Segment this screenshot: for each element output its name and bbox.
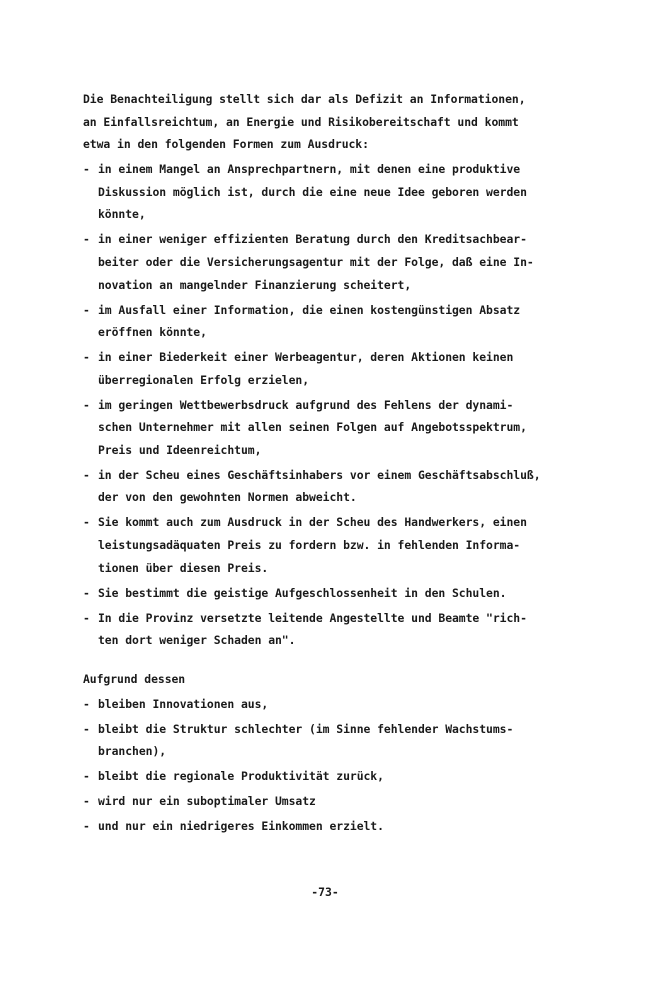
consequence-heading: Aufgrund dessen xyxy=(83,671,186,686)
bullet-item xyxy=(83,607,563,652)
bullet-item xyxy=(83,582,563,605)
bullet-item xyxy=(83,228,563,296)
bullet-line: in einem Mangel an Ansprechpartnern, mit denen eine produktive xyxy=(98,162,521,177)
bullet-line: bleiben Innovationen aus, xyxy=(98,696,269,711)
bullet-dash: - xyxy=(83,819,90,834)
bullet-line: Preis und Ideenreichtum, xyxy=(98,442,262,457)
bullet-dash: - xyxy=(83,350,90,365)
bullet-dash: - xyxy=(83,467,90,482)
bullet-dash: - xyxy=(83,397,90,412)
intro-line: etwa in den folgenden Formen zum Ausdruck: xyxy=(83,137,369,152)
bullet-line: bleibt die regionale Produktivität zurück, xyxy=(98,769,384,784)
bullet-dash: - xyxy=(83,585,90,600)
bullet-dash: - xyxy=(83,696,90,711)
bullet-item xyxy=(83,511,563,579)
bullet-line: in einer Biederkeit einer Werbeagentur, deren Aktionen keinen xyxy=(98,350,514,365)
bullet-dash: - xyxy=(83,515,90,530)
bullet-line: tionen über diesen Preis. xyxy=(98,560,269,575)
bullet-dash: - xyxy=(83,721,90,736)
bullet-line: der von den gewohnten Normen abweicht. xyxy=(98,490,357,505)
bullet-line: Sie bestimmt die geistige Aufgeschlossenheit in den Schulen. xyxy=(98,585,507,600)
main-text xyxy=(83,88,563,838)
bullet-line: In die Provinz versetzte leitende Angestellte und Beamte "rich- xyxy=(98,610,527,625)
bullet-line: in einer weniger effizienten Beratung durch den Kreditsachbear- xyxy=(98,232,527,247)
bullet-line: beiter oder die Versicherungsagentur mit der Folge, daß eine In- xyxy=(98,254,534,269)
bullet-line: bleibt die Struktur schlechter (im Sinne fehlender Wachstums- xyxy=(98,721,514,736)
bullet-line: eröffnen könnte, xyxy=(98,325,207,340)
bullet-line: in der Scheu eines Geschäftsinhabers vor einem Geschäftsabschluß, xyxy=(98,467,541,482)
bullet-dash: - xyxy=(83,302,90,317)
bullet-line: könnte, xyxy=(98,207,146,222)
bullet-item xyxy=(83,464,563,509)
bullet-line: schen Unternehmer mit allen seinen Folgen auf Angebotsspektrum, xyxy=(98,420,527,435)
consequence-item xyxy=(83,718,563,763)
bullet-dash: - xyxy=(83,769,90,784)
bullet-item xyxy=(83,346,563,391)
bullet-line: und nur ein niedrigeres Einkommen erzielt. xyxy=(98,819,384,834)
bullet-item xyxy=(83,299,563,344)
page-number: -73- xyxy=(311,885,339,899)
consequence-item xyxy=(83,693,563,716)
paragraph-gap xyxy=(83,652,563,668)
bullet-line: im geringen Wettbewerbsdruck aufgrund des Fehlens der dynami- xyxy=(98,397,514,412)
intro-paragraph xyxy=(83,88,563,156)
consequence-item xyxy=(83,765,563,788)
consequence-item xyxy=(83,815,563,838)
bullet-dash: - xyxy=(83,232,90,247)
bullet-line: überregionalen Erfolg erzielen, xyxy=(98,372,310,387)
bullet-dash: - xyxy=(83,162,90,177)
bullet-line: novation an mangelnder Finanzierung scheitert, xyxy=(98,277,412,292)
bullet-line: wird nur ein suboptimaler Umsatz xyxy=(98,794,316,809)
consequence-item xyxy=(83,790,563,813)
bullet-line: im Ausfall einer Information, die einen kostengünstigen Absatz xyxy=(98,302,521,317)
bullet-line: ten dort weniger Schaden an". xyxy=(98,633,296,648)
bullet-line: Diskussion möglich ist, durch die eine neue Idee geboren werden xyxy=(98,184,527,199)
bullet-line: branchen), xyxy=(98,744,167,759)
bullet-item xyxy=(83,394,563,462)
bullet-line: Sie kommt auch zum Ausdruck in der Scheu des Handwerkers, einen xyxy=(98,515,527,530)
intro-line: an Einfallsreichtum, an Energie und Risikobereitschaft und kommt xyxy=(83,114,519,129)
bullet-dash: - xyxy=(83,794,90,809)
bullet-line: leistungsadäquaten Preis zu fordern bzw. in fehlenden Informa- xyxy=(98,538,521,553)
bullet-item xyxy=(83,158,563,226)
bullet-dash: - xyxy=(83,610,90,625)
intro-line: Die Benachteiligung stellt sich dar als Defizit an Informationen, xyxy=(83,92,526,106)
